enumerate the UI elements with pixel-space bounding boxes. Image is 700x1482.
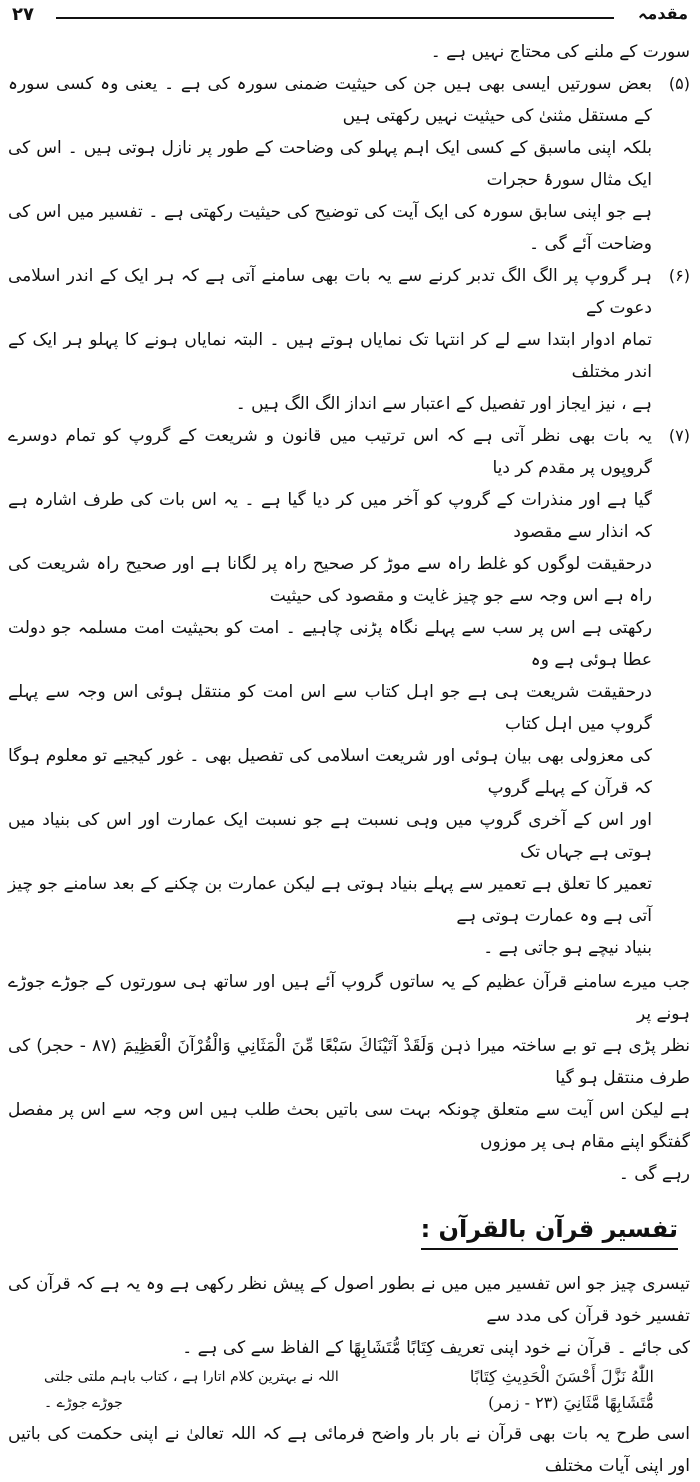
text-line: تمام ادوار ابتدا سے لے کر انتہا تک نمایاں ہوتے ہیں ۔ البتہ نمایاں ہونے کا پہلو ہر ایک کے اندر مختلف [8,330,652,382]
text-line: ہے جو اپنی سابق سورہ کی ایک آیت کی توضیح کی حیثیت رکھتی ہے ۔ تفسیر میں اس کی وضاحت آئے گی ۔ [8,202,652,254]
intro-line: سورت کے ملنے کی محتاج نہیں ہے ۔ [430,42,690,62]
text-line: ہر گروپ پر الگ الگ تدبر کرنے سے یہ بات بھی سامنے آتی ہے کہ ہر ایک کے اندر اسلامی دعوت کے [8,266,652,318]
text-line: درحقیقت شریعت ہی ہے جو اہل کتاب سے اس امت کو منتقل ہوئی اس وجہ سے پہلے گروپ میں اہل کتاب [8,682,652,734]
text-line: گیا ہے اور منذرات کے گروپ کو آخر میں کر دیا گیا ہے ۔ یہ اس بات کی طرف اشارہ ہے کہ انذار سے مقصود [8,490,652,542]
text-line: کی معزولی بھی بیان ہوئی اور شریعت اسلامی کی تفصیل بھی ۔ غور کیجیے تو معلوم ہوگا کہ قرآن کے پہلے گروپ [8,746,652,798]
page-number: ۲۷ [12,4,34,25]
paragraph-seven-groups [8,966,690,1190]
text-line: بنیاد نیچے ہو جاتی ہے ۔ [483,938,652,958]
verse-translation: جوڑے جوڑے ۔ [44,1395,123,1411]
paragraph-tafseer [8,1268,690,1364]
paragraph-final [8,1418,690,1482]
item-marker: (۵) [668,74,690,93]
text-line: اسی طرح یہ بات بھی قرآن نے بار بار واضح فرمائی ہے کہ اللہ تعالیٰ نے اپنی حکمت کی باتیں اور اپنی آیات مختلف [8,1424,690,1476]
list-item-7 [8,420,690,964]
verse-arabic: مُّتَشَابِهًا مَّثَانِيَ (۲۳ - زمر) [488,1393,654,1412]
verse-arabic: اللّٰهُ نَزَّلَ أَحْسَنَ الْحَدِيثِ كِتَابًا [469,1367,654,1386]
text-line: نظر پڑی ہے تو بے ساختہ میرا ذہن وَلَقَدْ آتَيْنَاكَ سَبْعًا مِّنَ الْمَثَانِي وَالْقُرْآنَ الْعَظِيمَ (۸۷ - حجر) کی طرف منتقل ہو گیا [8,1036,690,1088]
text-line: رکھتی ہے اس پر سب سے پہلے نگاہ پڑنی چاہیے ۔ امت کو بحیثیت امت مسلمہ جو دولت عطا ہوئی ہے وہ [8,618,652,670]
verse-row-1 [8,1364,690,1390]
header-rule [56,17,614,19]
item-marker: (۶) [668,266,690,285]
section-title: مقدمہ [638,4,688,23]
verse-translation: اللہ نے بہترین کلام اتارا ہے ، کتاب باہم ملتی جلتی [44,1369,339,1385]
text-line: تیسری چیز جو اس تفسیر میں میں نے بطور اصول کے پیش نظر رکھی ہے وہ یہ ہے کہ قرآن کی تفسیر خود قرآن کی مدد سے [8,1274,690,1326]
text-line: بعض سورتیں ایسی بھی ہیں جن کی حیثیت ضمنی سورہ کی ہے ۔ یعنی وہ کسی سورہ کے مستقل مثنیٰ کی حیثیت نہیں رکھتی ہیں [8,74,652,126]
verse-row-2 [8,1390,690,1416]
text-line: ہے لیکن اس آیت سے متعلق چونکہ بہت سی باتیں بحث طلب ہیں اس وجہ سے اس پر مفصل گفتگو اپنے مقام ہی پر موزوں [8,1100,690,1152]
text-line: تعمیر کا تعلق ہے تعمیر سے پہلے بنیاد ہوتی ہے لیکن عمارت بن چکنے کے بعد سامنے جو چیز آتی ہے وہ عمارت ہوتی ہے [8,874,652,926]
text-line: جب میرے سامنے قرآن عظیم کے یہ ساتوں گروپ آئے ہیں اور ساتھ ہی سورتوں کے جوڑے جوڑے ہونے پر [8,972,690,1024]
text-line: درحقیقت لوگوں کو غلط راہ سے موڑ کر صحیح راہ پر لگانا ہے اور صحیح راہ شریعت کی راہ ہے اس وجہ سے جو چیز غایت و مقصود کی حیثیت [8,554,652,606]
item-marker: (۷) [668,426,690,445]
text-line: یہ بات بھی نظر آتی ہے کہ اس ترتیب میں قانون و شریعت کے گروپ کو تمام دوسرے گروپوں پر مقدم کر دیا [8,426,652,478]
list-item-6 [8,260,690,420]
text-line: رہے گی ۔ [618,1164,690,1184]
text-line: ہے ، نیز ایجاز اور تفصیل کے اعتبار سے انداز الگ الگ ہیں ۔ [235,394,652,414]
page-body [8,36,690,1482]
text-line: اور اس کے آخری گروپ میں وہی نسبت ہے جو نسبت ایک عمارت اور اس کی بنیاد میں ہوتی ہے جہاں تک [8,810,652,862]
text-line: کی جائے ۔ قرآن نے خود اپنی تعریف کِتَابًا مُّتَشَابِهًا کے الفاظ سے کی ہے ۔ [182,1338,690,1358]
list-item-5 [8,68,690,260]
text-line: بلکہ اپنی ماسبق کے کسی ایک اہم پہلو کی وضاحت کے طور پر نازل ہوتی ہیں ۔ اس کی ایک مثال سورۂ حجرات [8,138,652,190]
page-header [8,4,692,30]
section-heading-wrap [8,1212,678,1250]
section-heading: تفسیر قرآن بالقرآن : [421,1212,678,1250]
